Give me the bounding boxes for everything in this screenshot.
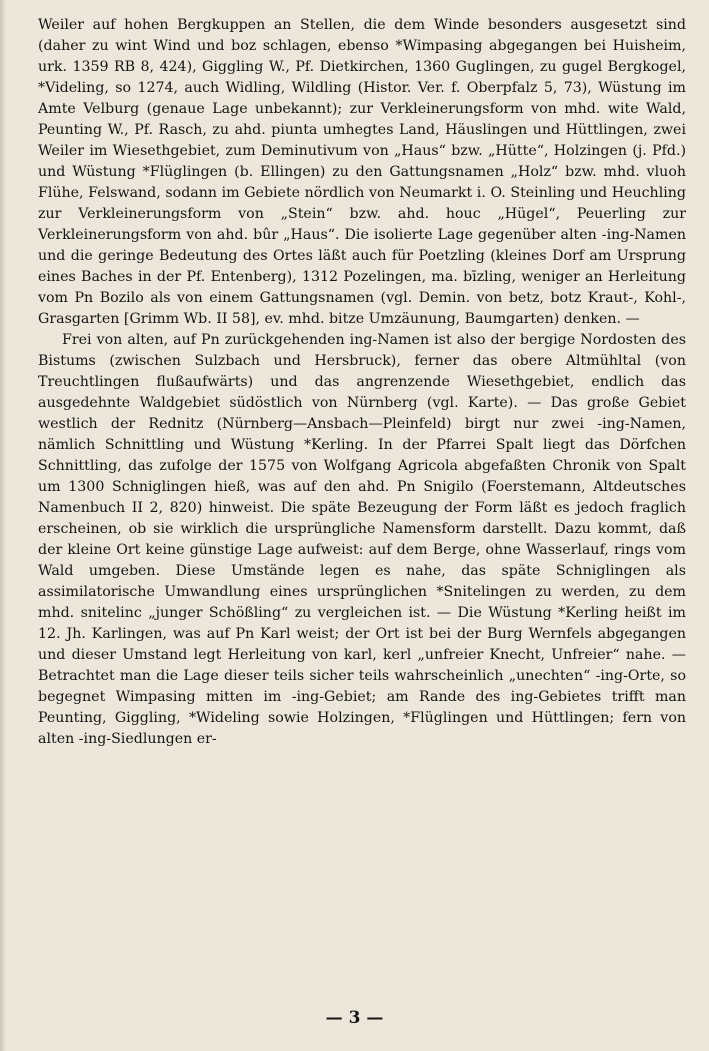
page-binding-shadow xyxy=(0,0,6,1051)
body-text xyxy=(38,15,686,750)
paragraph-1: Weiler auf hohen Bergkuppen an Stellen, die dem Winde besonders ausgesetzt sind (daher zu wint Wind und boz schlagen, ebenso *Wimpasing abgegangen bei Huisheim, urk. 1359 RB 8, 424), Giggling W., Pf. Dietkirchen, 1360 Guglingen, zu gugel Bergkogel, *Videling, so 1274, auch Widling, Wildling (Histor. Ver. f. Oberpfalz 5, 73), Wüstung im Amte Velburg (genaue Lage unbekannt); zur Verkleinerungsform von mhd. wite Wald, Peunting W., Pf. Rasch, zu ahd. piunta umhegtes Land, Häuslingen und Hüttlingen, zwei Weiler im Wiesethgebiet, zum Deminutivum von „Haus“ bzw. „Hütte“, Holzingen (j. Pfd.) und Wüstung *Flüglingen (b. Ellingen) zu den Gattungsnamen „Holz“ bzw. mhd. vluoh Flühe, Felswand, sodann im Gebiete nördlich von Neumarkt i. O. Steinling und Heuchling zur Verkleinerungsform von „Stein“ bzw. ahd. houc „Hügel“, Peuerling zur Verkleinerungsform von ahd. bûr „Haus“. Die isolierte Lage gegenüber alten -ing-Namen und die geringe Bedeutung des Ortes läßt auch für Poetzling (kleines Dorf am Ursprung eines Baches in der Pf. Entenberg), 1312 Pozelingen, ma. bīzling, weniger an Herleitung vom Pn Bozilo als von einem Gattungsnamen (vgl. Demin. von betz, botz Kraut-, Kohl-, Grasgarten [Grimm Wb. II 58], ev. mhd. bitze Umzäunung, Baumgarten) denken. — xyxy=(38,17,686,327)
page-number: — 3 — xyxy=(325,1008,384,1028)
paragraph-2: Frei von alten, auf Pn zurückgehenden ing-Namen ist also der bergige Nordosten des Bistums (zwischen Sulzbach und Hersbruck), ferner das obere Altmühltal (von Treuchtlingen flußaufwärts) und das angrenzende Wiesethgebiet, endlich das ausgedehnte Waldgebiet südöstlich von Nürnberg (vgl. Karte). — Das große Gebiet westlich der Rednitz (Nürnberg—Ansbach—Pleinfeld) birgt nur zwei -ing-Namen, nämlich Schnittling und Wüstung *Kerling. In der Pfarrei Spalt liegt das Dörfchen Schnittling, das zufolge der 1575 von Wolfgang Agricola abgefaßten Chronik von Spalt um 1300 Schniglingen hieß, was auf den ahd. Pn Snigilo (Foerstemann, Altdeutsches Namenbuch II 2, 820) hinweist. Die späte Bezeugung der Form läßt es jedoch fraglich erscheinen, ob sie wirklich die ursprüngliche Namensform darstellt. Dazu kommt, daß der kleine Ort keine günstige Lage aufweist: auf dem Berge, ohne Wasserlauf, rings vom Wald umgeben. Diese Umstände legen es nahe, das späte Schniglingen als assimilatorische Umwandlung eines ursprünglichen *Snitelingen zu werden, zu dem mhd. snitelinc „junger Schößling“ zu vergleichen ist. — Die Wüstung *Kerling heißt im 12. Jh. Karlingen, was auf Pn Karl weist; der Ort ist bei der Burg Wernfels abgegangen und dieser Umstand legt Herleitung von karl, kerl „unfreier Knecht, Unfreier“ nahe. — Betrachtet man die Lage dieser teils sicher teils wahrscheinlich „unechten“ -ing-Orte, so begegnet Wimpasing mitten im -ing-Gebiet; am Rande des ing-Gebietes trifft man Peunting, Giggling, *Wideling sowie Holzingen, *Flüglingen und Hüttlingen; fern von alten -ing-Siedlungen er- xyxy=(38,332,686,747)
